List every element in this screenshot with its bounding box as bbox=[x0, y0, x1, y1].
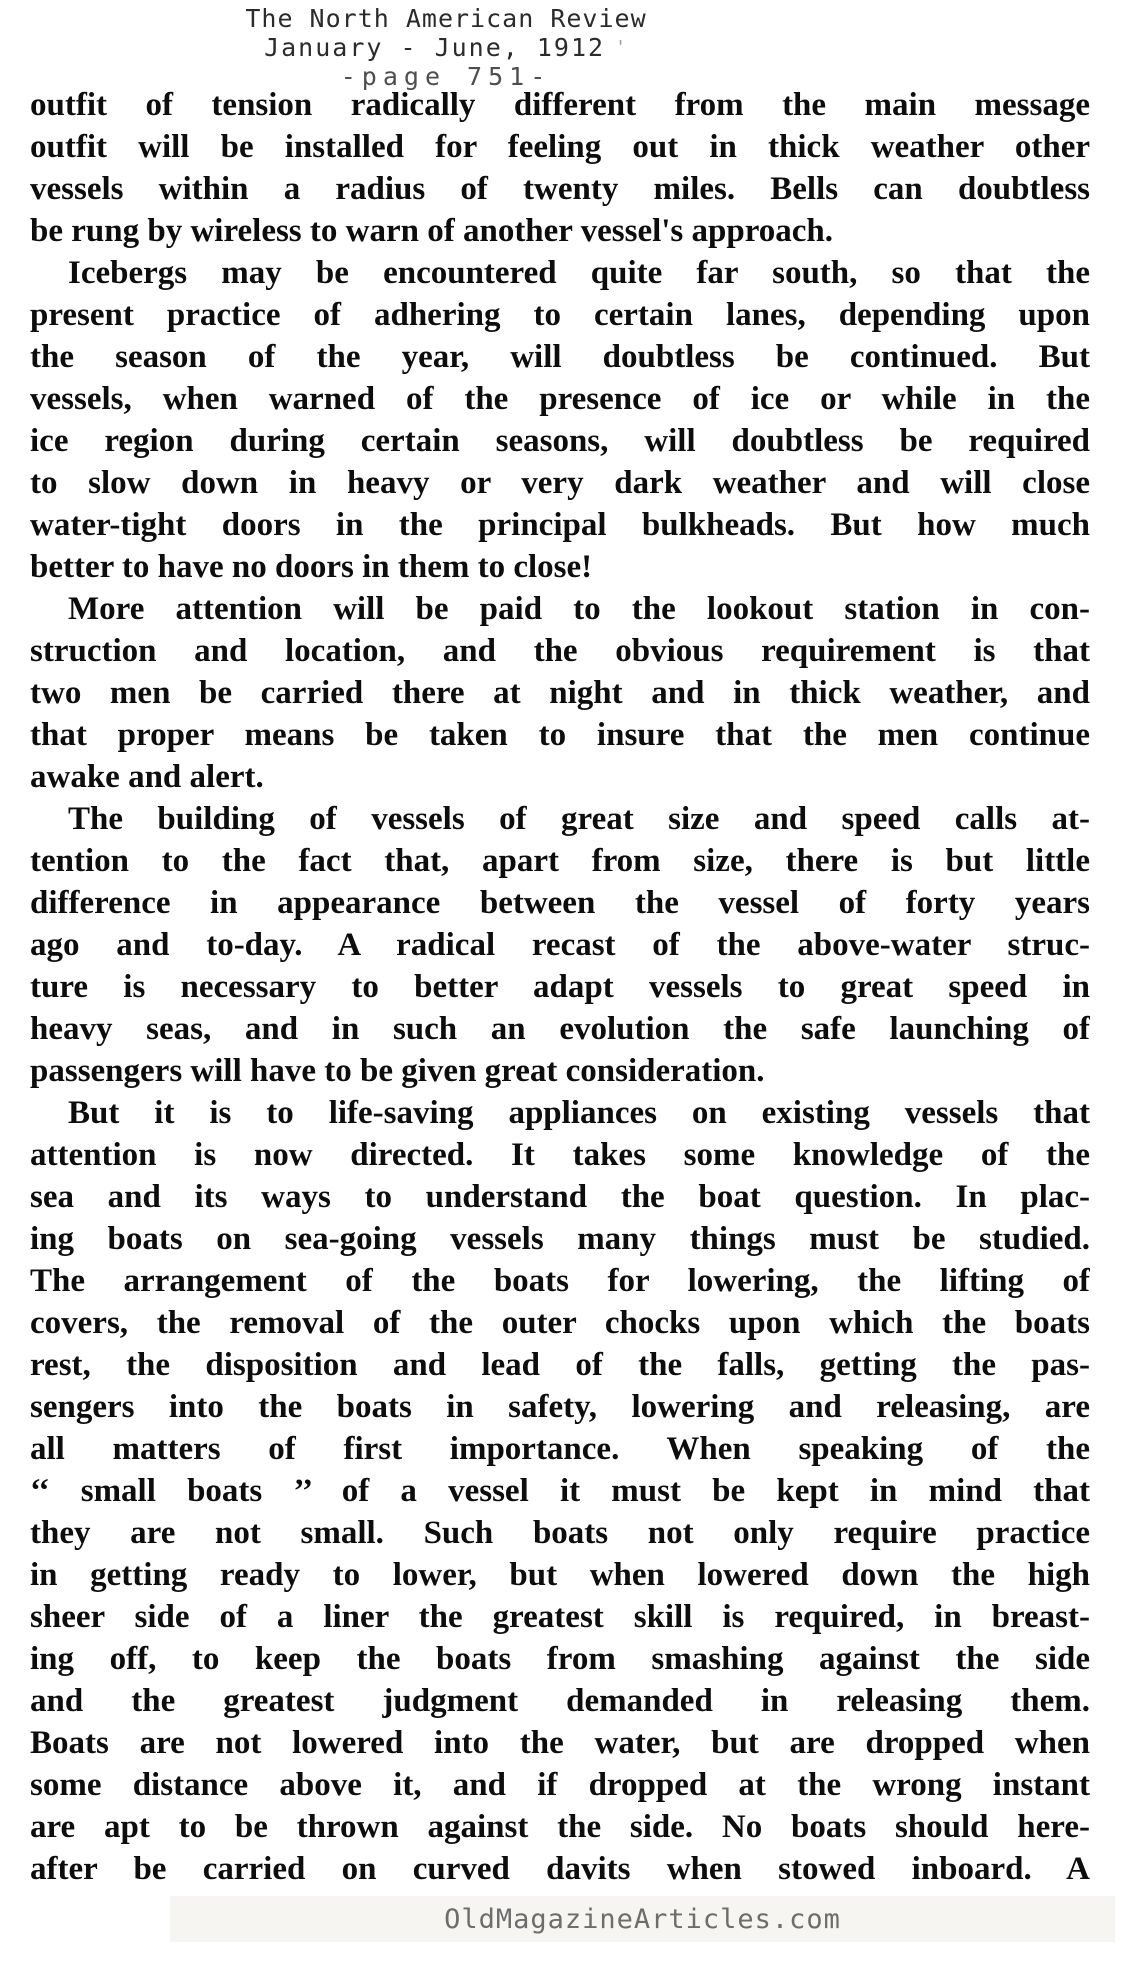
page-number-label: -page 751- bbox=[340, 62, 552, 91]
text-line: ago and to-day. A radical recast of the above-water struc- bbox=[30, 927, 1090, 963]
issue-date-text: January - June, 1912 bbox=[264, 33, 606, 62]
text-line: vessels within a radius of twenty miles. Bells can doubtless bbox=[30, 171, 1090, 207]
issue-date bbox=[0, 33, 892, 62]
text-line: The building of vessels of great size and speed calls at- bbox=[68, 801, 1090, 837]
text-line: sheer side of a liner the greatest skill is required, in breast- bbox=[30, 1599, 1090, 1635]
text-line: outfit will be installed for feeling out in thick weather other bbox=[30, 129, 1090, 165]
text-line: the season of the year, will doubtless be continued. But bbox=[30, 339, 1090, 375]
text-line: are apt to be thrown against the side. No boats should here- bbox=[30, 1809, 1090, 1845]
text-line: they are not small. Such boats not only require practice bbox=[30, 1515, 1090, 1551]
text-line: and the greatest judgment demanded in releasing them. bbox=[30, 1683, 1090, 1719]
text-line: ing off, to keep the boats from smashing against the side bbox=[30, 1641, 1090, 1677]
text-line: tention to the fact that, apart from size, there is but little bbox=[30, 843, 1090, 879]
text-line: awake and alert. bbox=[30, 759, 264, 795]
page-header bbox=[0, 4, 892, 91]
text-line: attention is now directed. It takes some knowledge of the bbox=[30, 1137, 1090, 1173]
text-line: ‘‘ small boats ’’ of a vessel it must be kept in mind that bbox=[30, 1473, 1090, 1509]
text-line: passengers will have to be given great consideration. bbox=[30, 1053, 765, 1089]
text-line: The arrangement of the boats for lowering, the lifting of bbox=[30, 1263, 1090, 1299]
text-line: in getting ready to lower, but when lowered down the high bbox=[30, 1557, 1090, 1593]
text-line: to slow down in heavy or very dark weather and will close bbox=[30, 465, 1090, 501]
publication-title: The North American Review bbox=[245, 4, 647, 33]
text-line: all matters of first importance. When speaking of the bbox=[30, 1431, 1090, 1467]
watermark-band bbox=[170, 1896, 1115, 1942]
text-line: two men be carried there at night and in thick weather, and bbox=[30, 675, 1090, 711]
text-line: covers, the removal of the outer chocks upon which the boats bbox=[30, 1305, 1090, 1341]
paragraph bbox=[30, 252, 1090, 588]
text-line: struction and location, and the obvious requirement is that bbox=[30, 633, 1090, 669]
stray-mark: ' bbox=[615, 37, 628, 58]
text-line: vessels, when warned of the presence of ice or while in the bbox=[30, 381, 1090, 417]
text-line: heavy seas, and in such an evolution the safe launching of bbox=[30, 1011, 1090, 1047]
text-line: ture is necessary to better adapt vessels to great speed in bbox=[30, 969, 1090, 1005]
text-line: Icebergs may be encountered quite far south, so that the bbox=[68, 255, 1090, 291]
text-line: sea and its ways to understand the boat question. In plac- bbox=[30, 1179, 1090, 1215]
paragraph bbox=[30, 1092, 1090, 1890]
paragraph bbox=[30, 798, 1090, 1092]
text-line: that proper means be taken to insure that the men continue bbox=[30, 717, 1090, 753]
text-line: But it is to life-saving appliances on existing vessels that bbox=[68, 1095, 1090, 1131]
text-line: More attention will be paid to the lookout station in con- bbox=[68, 591, 1090, 627]
text-line: rest, the disposition and lead of the falls, getting the pas- bbox=[30, 1347, 1090, 1383]
text-line: ing boats on sea-going vessels many things must be studied. bbox=[30, 1221, 1090, 1257]
text-line: be rung by wireless to warn of another vessel's approach. bbox=[30, 213, 834, 249]
text-line: Boats are not lowered into the water, but are dropped when bbox=[30, 1725, 1090, 1761]
text-line: outfit of tension radically different from the main message bbox=[30, 87, 1090, 123]
text-line: difference in appearance between the vessel of forty years bbox=[30, 885, 1090, 921]
text-line: present practice of adhering to certain lanes, depending upon bbox=[30, 297, 1090, 333]
paragraph bbox=[30, 84, 1090, 252]
text-line: some distance above it, and if dropped at the wrong instant bbox=[30, 1767, 1090, 1803]
article-body bbox=[30, 84, 1090, 1890]
text-line: after be carried on curved davits when stowed inboard. A bbox=[30, 1851, 1090, 1887]
text-line: water-tight doors in the principal bulkheads. But how much bbox=[30, 507, 1090, 543]
watermark-text: OldMagazineArticles.com bbox=[444, 1903, 841, 1935]
paragraph bbox=[30, 588, 1090, 798]
text-line: sengers into the boats in safety, lowering and releasing, are bbox=[30, 1389, 1090, 1425]
text-line: better to have no doors in them to close! bbox=[30, 549, 593, 585]
text-line: ice region during certain seasons, will doubtless be required bbox=[30, 423, 1090, 459]
